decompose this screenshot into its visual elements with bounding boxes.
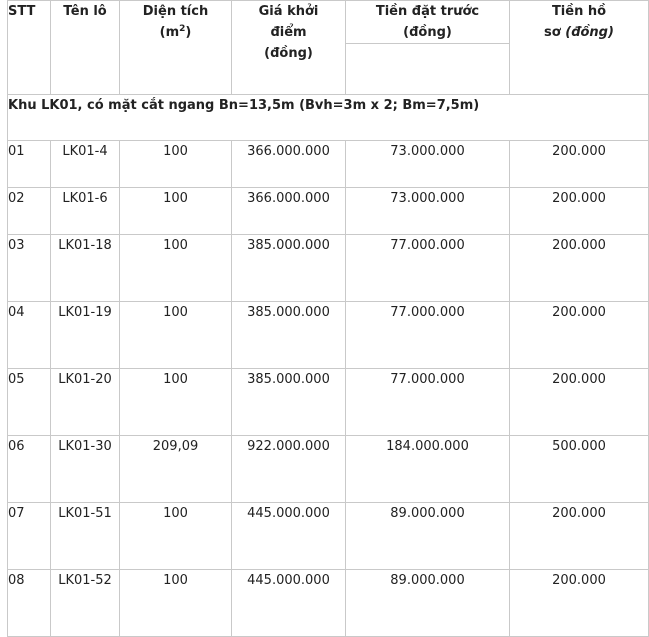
table-row <box>8 503 649 570</box>
cell-tien-dat-truoc: 89.000.000 <box>346 570 510 637</box>
table-row <box>8 436 649 503</box>
header-deposit-divider <box>345 43 510 60</box>
cell-tien-ho-so: 200.000 <box>510 235 649 302</box>
group-row <box>8 95 649 141</box>
cell-tien-ho-so: 200.000 <box>510 503 649 570</box>
header-gia-khoi-diem-line3: (đồng) <box>264 46 313 61</box>
cell-stt: 05 <box>8 369 51 436</box>
table-row <box>8 570 649 637</box>
header-stt: STT <box>8 1 51 95</box>
cell-stt: 06 <box>8 436 51 503</box>
cell-tien-dat-truoc: 89.000.000 <box>346 503 510 570</box>
cell-ten-lo: LK01-20 <box>51 369 120 436</box>
cell-ten-lo: LK01-30 <box>51 436 120 503</box>
cell-tien-ho-so: 200.000 <box>510 188 649 235</box>
header-ten-lo: Tên lô <box>51 1 120 95</box>
cell-dien-tich: 100 <box>120 369 232 436</box>
cell-tien-dat-truoc: 73.000.000 <box>346 141 510 188</box>
cell-gia-khoi-diem: 922.000.000 <box>232 436 346 503</box>
cell-stt: 04 <box>8 302 51 369</box>
cell-dien-tich: 209,09 <box>120 436 232 503</box>
cell-tien-ho-so: 200.000 <box>510 302 649 369</box>
table-row <box>8 369 649 436</box>
cell-dien-tich: 100 <box>120 141 232 188</box>
cell-gia-khoi-diem: 445.000.000 <box>232 570 346 637</box>
cell-tien-dat-truoc: 73.000.000 <box>346 188 510 235</box>
cell-ten-lo: LK01-52 <box>51 570 120 637</box>
cell-stt: 02 <box>8 188 51 235</box>
header-tien-dat-truoc-label: Tiền đặt trước <box>375 4 480 19</box>
header-gia-khoi-diem-line1: Giá khởi <box>258 4 319 19</box>
cell-gia-khoi-diem: 385.000.000 <box>232 302 346 369</box>
cell-dien-tich: 100 <box>120 302 232 369</box>
table-row <box>8 188 649 235</box>
cell-tien-ho-so: 200.000 <box>510 141 649 188</box>
header-dien-tich-unit: $(m^2)$ <box>159 24 192 40</box>
cell-dien-tich: 100 <box>120 503 232 570</box>
cell-gia-khoi-diem: 366.000.000 <box>232 188 346 235</box>
cell-ten-lo: LK01-6 <box>51 188 120 235</box>
auction-lots-table <box>7 0 649 637</box>
header-tien-ho-so <box>510 1 649 95</box>
cell-ten-lo: LK01-18 <box>51 235 120 302</box>
cell-ten-lo: LK01-19 <box>51 302 120 369</box>
header-tien-dat-truoc-unit: (đồng) <box>403 25 452 40</box>
cell-gia-khoi-diem: 366.000.000 <box>232 141 346 188</box>
group-title: Khu LK01, có mặt cắt ngang Bn=13,5m (Bvh=3m x 2; Bm=7,5m) <box>8 95 649 141</box>
cell-tien-ho-so: 200.000 <box>510 570 649 637</box>
table-row <box>8 141 649 188</box>
cell-tien-dat-truoc: 77.000.000 <box>346 235 510 302</box>
cell-tien-ho-so: 200.000 <box>510 369 649 436</box>
cell-tien-dat-truoc: 184.000.000 <box>346 436 510 503</box>
cell-dien-tich: 100 <box>120 235 232 302</box>
header-gia-khoi-diem <box>232 1 346 95</box>
cell-stt: 03 <box>8 235 51 302</box>
cell-stt: 08 <box>8 570 51 637</box>
header-gia-khoi-diem-line2: điểm <box>270 25 307 40</box>
cell-tien-dat-truoc: 77.000.000 <box>346 302 510 369</box>
cell-tien-dat-truoc: 77.000.000 <box>346 369 510 436</box>
table-row <box>8 302 649 369</box>
cell-gia-khoi-diem: 385.000.000 <box>232 369 346 436</box>
table-row <box>8 235 649 302</box>
cell-gia-khoi-diem: 385.000.000 <box>232 235 346 302</box>
header-dien-tich <box>120 1 232 95</box>
cell-stt: 07 <box>8 503 51 570</box>
cell-stt: 01 <box>8 141 51 188</box>
header-tien-dat-truoc <box>346 1 510 95</box>
cell-gia-khoi-diem: 445.000.000 <box>232 503 346 570</box>
header-tien-ho-so-line2: sơ (đồng) <box>544 25 614 40</box>
cell-dien-tich: 100 <box>120 570 232 637</box>
cell-dien-tich: 100 <box>120 188 232 235</box>
cell-ten-lo: LK01-4 <box>51 141 120 188</box>
cell-ten-lo: LK01-51 <box>51 503 120 570</box>
header-row <box>8 1 649 95</box>
cell-tien-ho-so: 500.000 <box>510 436 649 503</box>
header-tien-ho-so-line1: Tiền hồ <box>551 4 607 19</box>
header-dien-tich-label: Diện tích <box>142 4 209 19</box>
